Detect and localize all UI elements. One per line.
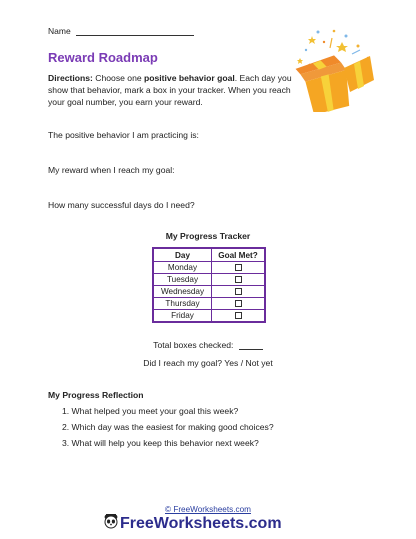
total-boxes-row bbox=[0, 340, 416, 350]
total-boxes-line[interactable] bbox=[239, 341, 263, 350]
reach-goal-question: Did I reach my goal? Yes / Not yet bbox=[143, 358, 273, 368]
table-row bbox=[153, 274, 265, 286]
directions-lead: Directions: bbox=[48, 73, 93, 83]
goal-met-cell bbox=[212, 274, 266, 286]
name-label: Name bbox=[48, 26, 71, 36]
panda-logo-icon bbox=[103, 513, 119, 529]
reflection-title: My Progress Reflection bbox=[48, 390, 144, 400]
table-header-row bbox=[153, 248, 265, 262]
table-row bbox=[153, 298, 265, 310]
checkbox[interactable] bbox=[235, 276, 242, 283]
directions-text-2: . Each day you show that behavior, mark a box in your tracker. When you reach your goal number, you earn your reward. bbox=[48, 73, 292, 108]
day-cell: Tuesday bbox=[153, 274, 212, 286]
checkbox[interactable] bbox=[235, 264, 242, 271]
checkbox[interactable] bbox=[235, 300, 242, 307]
day-cell: Wednesday bbox=[153, 286, 212, 298]
name-row bbox=[48, 26, 194, 36]
directions-bold: positive behavior goal bbox=[144, 73, 235, 83]
question-reward: My reward when I reach my goal: bbox=[48, 165, 175, 175]
list-item: 1. What helped you meet your goal this week? bbox=[62, 406, 239, 416]
tracker-title: My Progress Tracker bbox=[165, 231, 251, 241]
question-days: How many successful days do I need? bbox=[48, 200, 195, 210]
list-item: 2. Which day was the easiest for making good choices? bbox=[62, 422, 274, 432]
column-header-goal-met: Goal Met? bbox=[212, 248, 266, 262]
day-cell: Monday bbox=[153, 262, 212, 274]
list-item: 3. What will help you keep this behavior next week? bbox=[62, 438, 259, 448]
checkbox[interactable] bbox=[235, 312, 242, 319]
goal-met-cell bbox=[212, 262, 266, 274]
column-header-day: Day bbox=[153, 248, 212, 262]
goal-met-cell bbox=[212, 310, 266, 323]
day-cell: Thursday bbox=[153, 298, 212, 310]
reflection-list bbox=[62, 403, 274, 451]
total-boxes-label: Total boxes checked: bbox=[153, 340, 234, 350]
directions-text-1: Choose one bbox=[92, 73, 145, 83]
question-behavior: The positive behavior I am practicing is: bbox=[48, 130, 199, 140]
brand-logo-text: FreeWorksheets.com bbox=[120, 515, 282, 532]
goal-met-cell bbox=[212, 286, 266, 298]
day-cell: Friday bbox=[153, 310, 212, 323]
table-row bbox=[153, 286, 265, 298]
gift-box-icon bbox=[282, 28, 382, 112]
progress-tracker-table bbox=[152, 247, 266, 323]
directions bbox=[48, 72, 293, 109]
name-field-line[interactable] bbox=[76, 27, 194, 36]
table-row bbox=[153, 310, 265, 323]
table-row bbox=[153, 262, 265, 274]
checkbox[interactable] bbox=[235, 288, 242, 295]
credit-link[interactable]: © FreeWorksheets.com bbox=[165, 505, 251, 514]
goal-met-cell bbox=[212, 298, 266, 310]
page-title: Reward Roadmap bbox=[48, 50, 158, 65]
